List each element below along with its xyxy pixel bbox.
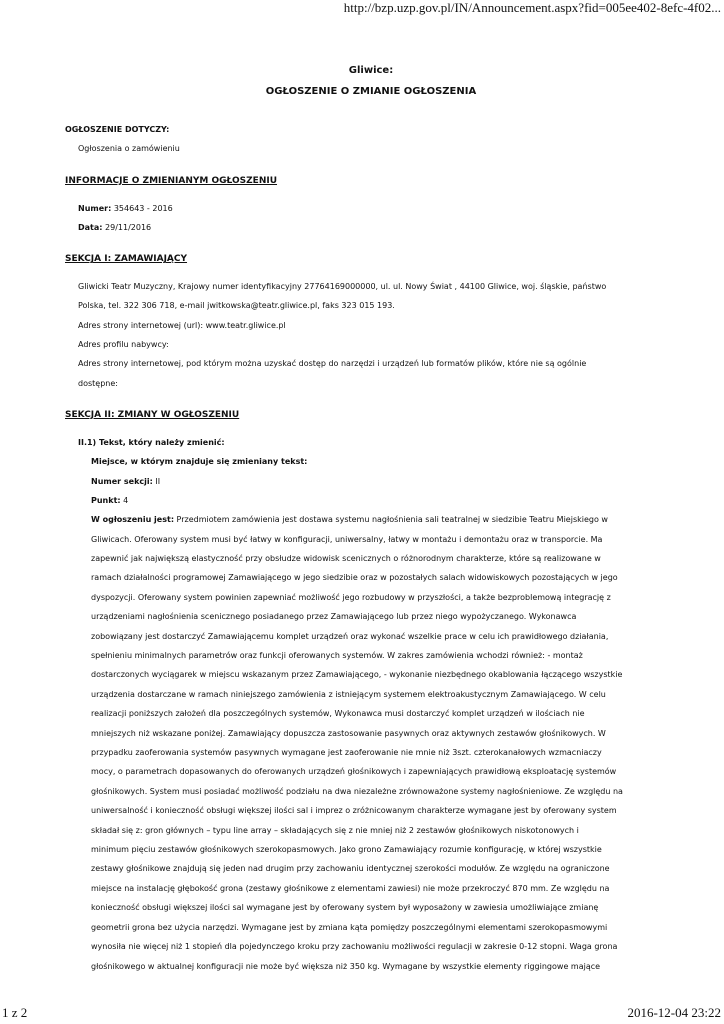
print-header-url: http://bzp.uzp.gov.pl/IN/Announcement.aspx?fid=005ee402-8efc-4f02... <box>343 0 721 15</box>
body-line <box>91 510 677 529</box>
body-line: wynosiła nie więcej niż 1 stopień dla pojedynczego kroku przy zachowaniu możliwości regulacji w zakresie 0-12 stopni. Waga grona <box>91 942 618 952</box>
buyer-line-2: Polska, tel. 322 306 718, e-mail jwitkowska@teatr.gliwice.pl, faks 323 015 193. <box>78 301 395 311</box>
body-line: dyspozycji. Oferowany system powinien zapewniać możliwość jego rozbudowy w przyszłości, a także bezproblemową integrację z <box>91 592 611 602</box>
section2-heading: SEKCJA II: ZMIANY W OGŁOSZENIU <box>65 409 240 420</box>
date-value: 29/11/2016 <box>102 222 152 232</box>
body-line: głośnikowego w aktualnej konfiguracji nie może być większa niż 350 kg. Wymagane by wszystkie elementy riggingowe mające <box>91 961 601 971</box>
number-value: 354643 - 2016 <box>111 203 173 213</box>
buyer-tools-line-1: Adres strony internetowej, pod którym można uzyskać dostęp do narzędzi i urządzeń lub formatów plików, które nie są ogólnie <box>78 359 587 369</box>
body-line: Gliwicach. Oferowany system musi być łatwy w konfiguracji, uniwersalny, łatwy w montażu i demontażu oraz w transporcie. Ma <box>91 534 603 544</box>
body-line: konieczność obsługi większej ilości sal wymagane jest by oferowany system był wyposażony w zawiesia umożliwiające zmianę <box>91 903 599 913</box>
body-line: przypadku zaoferowania systemów pasywnych wymagane jest zaoferowanie nie mnie niż 3szt. czterokanałowych wzmacniaczy <box>91 748 602 758</box>
concerns-value: Ogłoszenia o zamówieniu <box>78 144 180 154</box>
body-line: ramach działalności programowej Zamawiającego w jego siedzibie oraz w pozostałych salach widowiskowych pozostających w jego <box>91 573 618 583</box>
body-line: urządzenia dostarczane w ramach niniejszego zamówienia z istniejącym systemem elektroakustycznym Zamawiającego. W celu <box>91 689 606 699</box>
info-heading: INFORMACJE O ZMIENIANYM OGŁOSZENIU <box>65 175 278 186</box>
changed-text-body <box>91 510 677 976</box>
number-row <box>78 199 677 218</box>
point-label: Punkt: <box>91 495 121 505</box>
body-line: mniejszych niż wskazane poniżej. Zamawiający dopuszcza zastosowanie pasywnych oraz aktywnych zestawów głośnikowych. W <box>91 728 606 738</box>
in-notice-label: W ogłoszeniu jest: <box>91 515 175 525</box>
body-line: miejsce na instalację głębokość grona (zestawy głośnikowe z elementami zawiesi) nie może przekroczyć 870 mm. Ze względu na <box>91 883 610 893</box>
body-line: zobowiązany jest dostarczyć Zamawiającemu komplet urządzeń oraz wykonać wszelkie prace w celu ich prawidłowego działania, <box>91 631 609 641</box>
body-line: zapewnić jak największą elastyczność przy obsłudze widowisk scenicznych o różnorodnym charakterze, które są realizowane w <box>91 553 601 563</box>
ii1-label: II.1) Tekst, który należy zmienić: <box>78 437 225 447</box>
point-value: 4 <box>120 495 129 505</box>
point-row <box>91 491 677 510</box>
body-line: składał się z: gron głównych – typu line array – składających się z nie mniej niż 2 zestawów głośnikowych niskotonowych i <box>91 825 579 835</box>
number-label: Numer: <box>78 203 112 213</box>
date-row <box>78 218 677 237</box>
document-title: OGŁOSZENIE O ZMIANIE OGŁOSZENIA <box>265 86 477 97</box>
print-timestamp: 2016-12-04 23:22 <box>627 1005 721 1020</box>
announcement-document <box>65 60 677 976</box>
section1-heading: SEKCJA I: ZAMAWIAJĄCY <box>65 254 188 265</box>
body-line: mocy, o parametrach dopasowanych do oferowanych urządzeń głośnikowych i zapewniających prawidłową eksploatację systemów <box>91 767 617 777</box>
body-line-text: Przedmiotem zamówienia jest dostawa systemu nagłośnienia sali teatralnej w siedzibie Teatru Miejskiego w <box>174 515 608 525</box>
date-label: Data: <box>78 222 103 232</box>
body-line: realizacji poniższych założeń dla poszczególnych systemów, Wykonawca musi dostarczyć komplet urządzeń w ilościach nie <box>91 709 585 719</box>
page-counter: 1 z 2 <box>2 1005 28 1020</box>
body-line: uniwersalność i konieczność obsługi większej ilości sal i imprez o zróżnicowanym charakterze wymagane jest by oferowany system <box>91 806 617 816</box>
body-line: geometrii grona bez użycia narzędzi. Wymagane jest by zmiana kąta pomiędzy poszczególnymi elementami szerokopasmowymi <box>91 922 608 932</box>
concerns-label: OGŁOSZENIE DOTYCZY: <box>65 125 170 134</box>
body-line: zestawy głośnikowe znajdują się jeden nad drugim przy zachowaniu identycznej szerokości modułów. Ze względu na ograniczone <box>91 864 610 874</box>
buyer-tools-line-2: dostępne: <box>78 378 118 388</box>
buyer-url: Adres strony internetowej (url): www.teatr.gliwice.pl <box>78 320 286 330</box>
buyer-profile: Adres profilu nabywcy: <box>78 340 169 350</box>
body-line: minimum pięciu zestawów głośnikowych szerokopasmowych. Jako grono Zamawiający rozumie konfigurację, w której wszystkie <box>91 845 602 855</box>
place-label: Miejsce, w którym znajduje się zmieniany tekst: <box>91 457 308 467</box>
body-line: dostarczonych wyciągarek w miejscu wskazanym przez Zamawiającego, - wykonanie niezbędnego okablowania łączącego wszystkie <box>91 670 623 680</box>
section-no-value: II <box>152 476 161 486</box>
section-no-label: Numer sekcji: <box>91 476 153 486</box>
buyer-line-1: Gliwicki Teatr Muzyczny, Krajowy numer identyfikacyjny 27764169000000, ul. ul. Nowy Świat , 44100 Gliwice, woj. śląskie, państwo <box>78 282 607 292</box>
body-line: spełnieniu minimalnych parametrów oraz funkcji oferowanych systemów. W zakres zamówienia wchodzi również: - montaż <box>91 651 583 660</box>
body-line: głośnikowych. System musi posiadać możliwość podziału na dwa niezależne zrównoważone systemy nagłośnieniowe. Ze względu na <box>91 786 623 796</box>
body-line: urządzeniami nagłośnienia scenicznego posiadanego przez Zamawiającego lub przez niego wypożyczanego. Wykonawca <box>91 612 577 622</box>
section-no-row <box>91 472 677 491</box>
city-heading: Gliwice: <box>348 65 394 76</box>
